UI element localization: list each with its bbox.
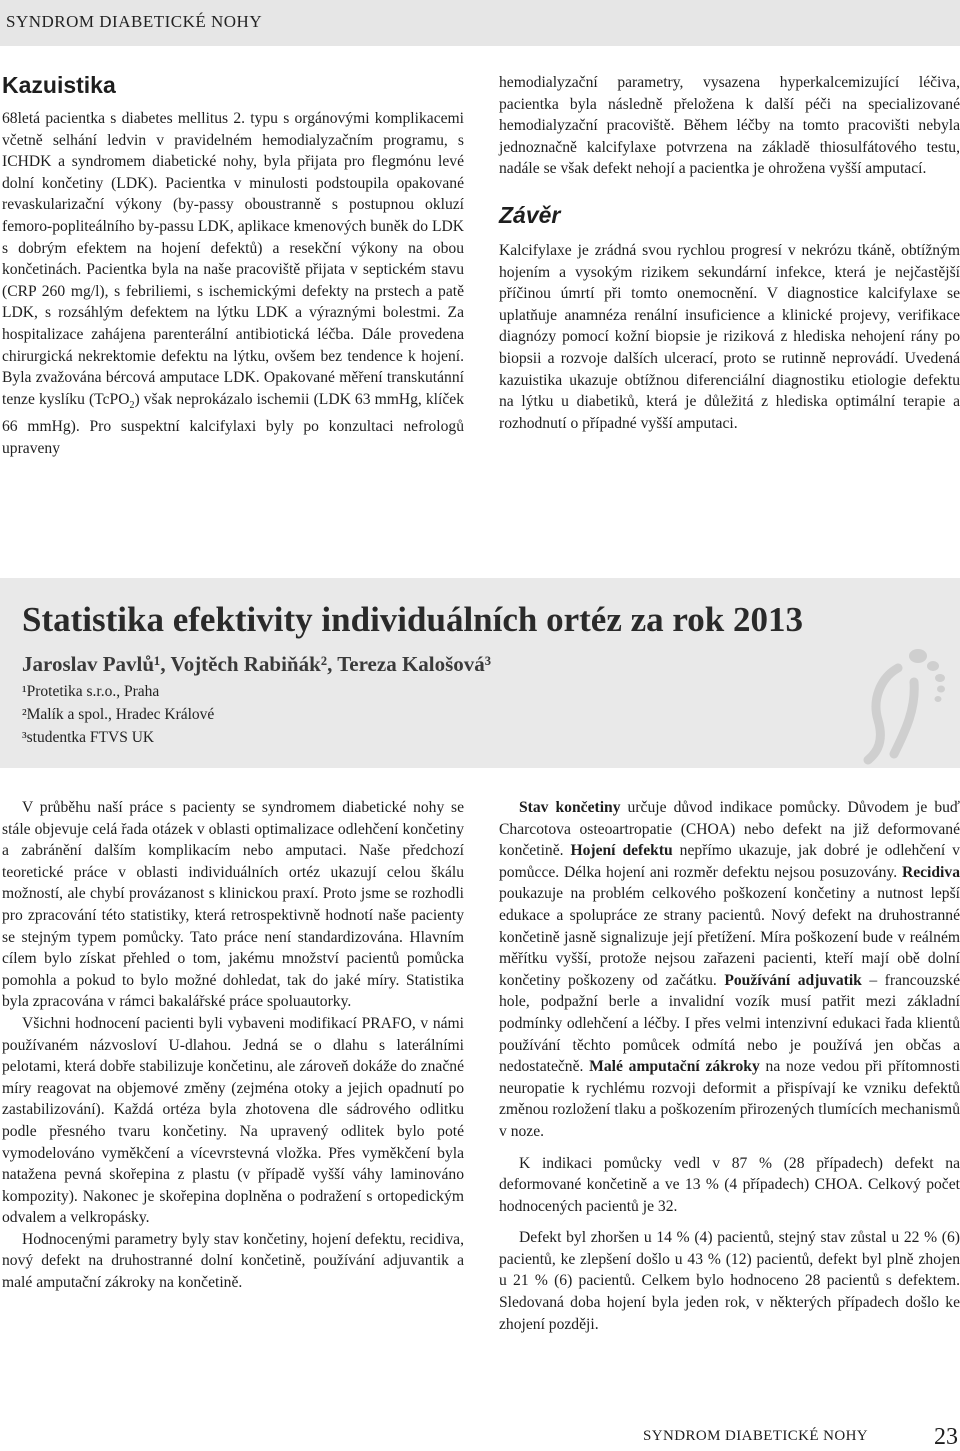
body-column-right [499,797,960,1335]
article-title: Statistika efektivity individuálních ortéz za rok 2013 [22,600,804,639]
case-column [2,70,464,460]
footer-running-head: SYNDROM DIABETICKÉ NOHY [643,1428,869,1444]
case-continuation: hemodialyzační parametry, vysazena hyperkalcemizující léčiva, pacientka byla následně přeložena k další péči na specializované hemodialyzační pracoviště. Během léčby na tomto pracovišti nebyla jednoznačně kalcifylaxe potvrzena na základě thiosulfátového testu, nadále se však defekt nehojí a pacientka je ohrožena vyšší amputací. [499,74,960,178]
case-text-end: ) však neprokázalo ischemii (LDK 63 mmHg, klíček 66 mmHg). Pro suspektní kalcifylaxi byly po konzultaci nefrologů upraveny [2,390,464,458]
parameters-paragraph [499,797,960,1143]
indication-paragraph: K indikaci pomůcky vedl v 87 % (28 případech) defekt na deformované končetině a ve 13 % (4 případech) CHOA. Celkový počet hodnocených pacientů je 32. [499,1154,960,1215]
term-adjuvants: Používání adjuvatik [724,971,862,989]
running-head-band [0,0,960,46]
article-authors: Jaroslav Pavlů¹, Vojtěch Rabiňák², Tereza Kalošová³ [22,652,492,676]
conclusion-heading: Závěr [499,201,561,228]
term-healing: Hojení defektu [570,842,673,860]
case-text: 68letá pacientka s diabetes mellitus 2. typu s orgánovými komplikacemi včetně selhání ledvin v pravidelném hemodialyzačním programu, s ICHDK a syndromem diabetické nohy, byla přijata pro flegmónu levé dolní končetiny (LDK). Pacientka v minulosti podstoupila opakované revaskularizační výkony (by-passy oboustranně s postupnou okluzí femoro-popliteálního by-passu LDK, aplikace kmenových buněk do LDK s dobrým efektem na hojení defektů) a resekční výkony na obou končetinách. Pacientka byla na naše pracoviště přijata v septickém stavu (CRP 260 mg/l), s febriliemi, s ischemickými defekty na prstech a patě LDK, s rozsáhlým defektem na lýtku LDK a výraznými bolestmi. Za hospitalizace zahájena parenterální antibiotická léčba. Dále provedena chirurgická nekrektomie defektu na lýtku, ovšem bez tendence k hojení. Byla zvažována bércová amputace LDK. Opakované měření transkutánní tenze kyslíku (TcPO [2,110,464,408]
tcpo-subscript: 2 [129,399,135,411]
results-paragraph: Defekt byl zhoršen u 14 % (4) pacientů, stejný stav zůstal u 22 % (6) pacientů, ke zlepšení došlo u 43 % (12) pacientů, defekt byl plně zhojen u 21 % (6) pacientů. Celkem bylo hodnoceno 28 pacientů s defektem. Sledovaná doba hojení byla jeden rok, v některých případech došlo ke zhojení později. [499,1229,960,1333]
page-number: 23 [934,1424,958,1450]
running-head: SYNDROM DIABETICKÉ NOHY [6,12,263,31]
body-paragraph-3: Hodnocenými parametry byly stav končetiny, hojení defektu, recidiva, nový defekt na druhostranné dolní končetině, používání adjuvantik a malé amputační zákroky na končetině. [2,1230,464,1292]
term-limb-state: Stav končetiny [519,799,621,816]
footprint-icon [820,638,950,768]
affiliation-3: ³studentka FTVS UK [22,729,155,746]
text-amputations: na noze vedou při přítomnosti neuropatie k rychlému rozvoji deformit a přispívají ke vzniku defektů změnou rozložení tlaku a poškozením přirozených tlumících mechanismů v noze. [499,1058,960,1140]
text-healing: nepřímo ukazuje, jak dobré je odlehčení v pomůcce. Délka hojení ani rozměr defektu nejsou posuzovány. [499,842,960,881]
body-paragraph-2: Všichni hodnocení pacienti byli vybaveni modifikací PRAFO, v námi používaném názvosloví U-dlahou. Jedná se o dlahu s laterálními pelotami, která dobře stabilizuje končetinu, ale zároveň dokáže do značné míry reagovat na objemové změny (zejména otoky a jejich opadnutí po zastabilizování). Každá ortéza byla zhotovena dle sádrového odlitku podle přesného tvaru končetiny. Na upravený odlitek bylo poté vymodelováno vyměkčení a vícevrstevná vložka. Přes vyměkčení byla natažena pevná skořepina z plastu (v případě vyšší váhy laminováno kompozity). Nakonec je skořepina doplněna o podražení s ortopedickým odvalem a velkropásky. [2,1014,464,1227]
case-heading: Kazuistika [2,72,116,98]
affiliation-2: ²Malík a spol., Hradec Králové [22,706,215,723]
article-header [0,578,960,768]
text-adjuvants: – francouzské hole, podpažní berle a invalidní vozík musí patřit mezi základní podmínky odlehčení a léčby. I přes velmi intenzivní edukaci řada klientů používání těchto pomůcek odmítá nebo je používá jen občas a nedostatečně. [499,971,960,1076]
text-recurrence: poukazuje na problém celkového poškození končetiny a nutnost lepší edukace a spolupráce ze strany pacientů. Nový defekt na druhostranné končetině jasně signalizuje její přetížení. Míra poškození bude v reálném měřítku vyšší, protože nejsou zařazeni pacienti, kteří mají obě dolní končetiny poškozeny od začátku. [499,885,960,989]
text-limb-state: určuje důvod indikace pomůcky. Důvodem je buď Charcotova osteoartropatie (CHOA) nebo defekt na již deformované končetině. [499,799,960,860]
conclusion-paragraph: Kalcifylaxe je zrádná svou rychlou progresí v nekrózu tkáně, obtížným hojením a vysokým rizikem sekundární infekce, která je nejčastější příčinou úmrtí při tomto onemocnění. V diagnostice kalcifylaxe se uplatňuje anamnéza renální insuficience a klinické projevy, verifikace diagnózy pomocí kožní biopsie je riziková z hlediska nehojení rány po biopsii a rozvoje dalších ulcerací, proto se rutinně neprovádí. Uvedená kazuistika ukazuje obtížnou diferenciální diagnostiku etiologie defektu na lýtku u diabetiků, která je důležitá z hlediska optimální terapie a rozhodnutí o případné vyšší amputaci. [499,241,960,432]
body-column-left [2,797,464,1294]
affiliation-1: ¹Protetika s.r.o., Praha [22,683,160,700]
body-paragraph-1: V průběhu naší práce s pacienty se syndromem diabetické nohy se stále objevuje celá řada otázek v oblasti optimalizace odlehčení končetiny a zabránění dalším komplikacím nebo amputaci. Naše předchozí teoretické práce v oblasti individuálních ortéz ukazují celou škálu možností, ale chybí provázanost s klinickou praxí. Proto jsme se rozhodli pro zpracování této statistiky, která retrospektivně hodnotí naše pacienty se stejným typem pomůcky. Tato práce není standardizována. Hlavním cílem bylo získat přehled o tom, jakému množství pacientů pomůcka pomohla a pokud to bylo možné dohledat, tak do jaké míry. Statistika byla zpracována v rámci bakalářské práce spoluautorky. [2,799,464,1011]
term-recurrence: Recidiva [901,863,960,881]
term-amputations: Malé amputační zákroky [589,1058,760,1076]
case-paragraph [2,108,464,460]
case-continuation-column [499,72,960,434]
